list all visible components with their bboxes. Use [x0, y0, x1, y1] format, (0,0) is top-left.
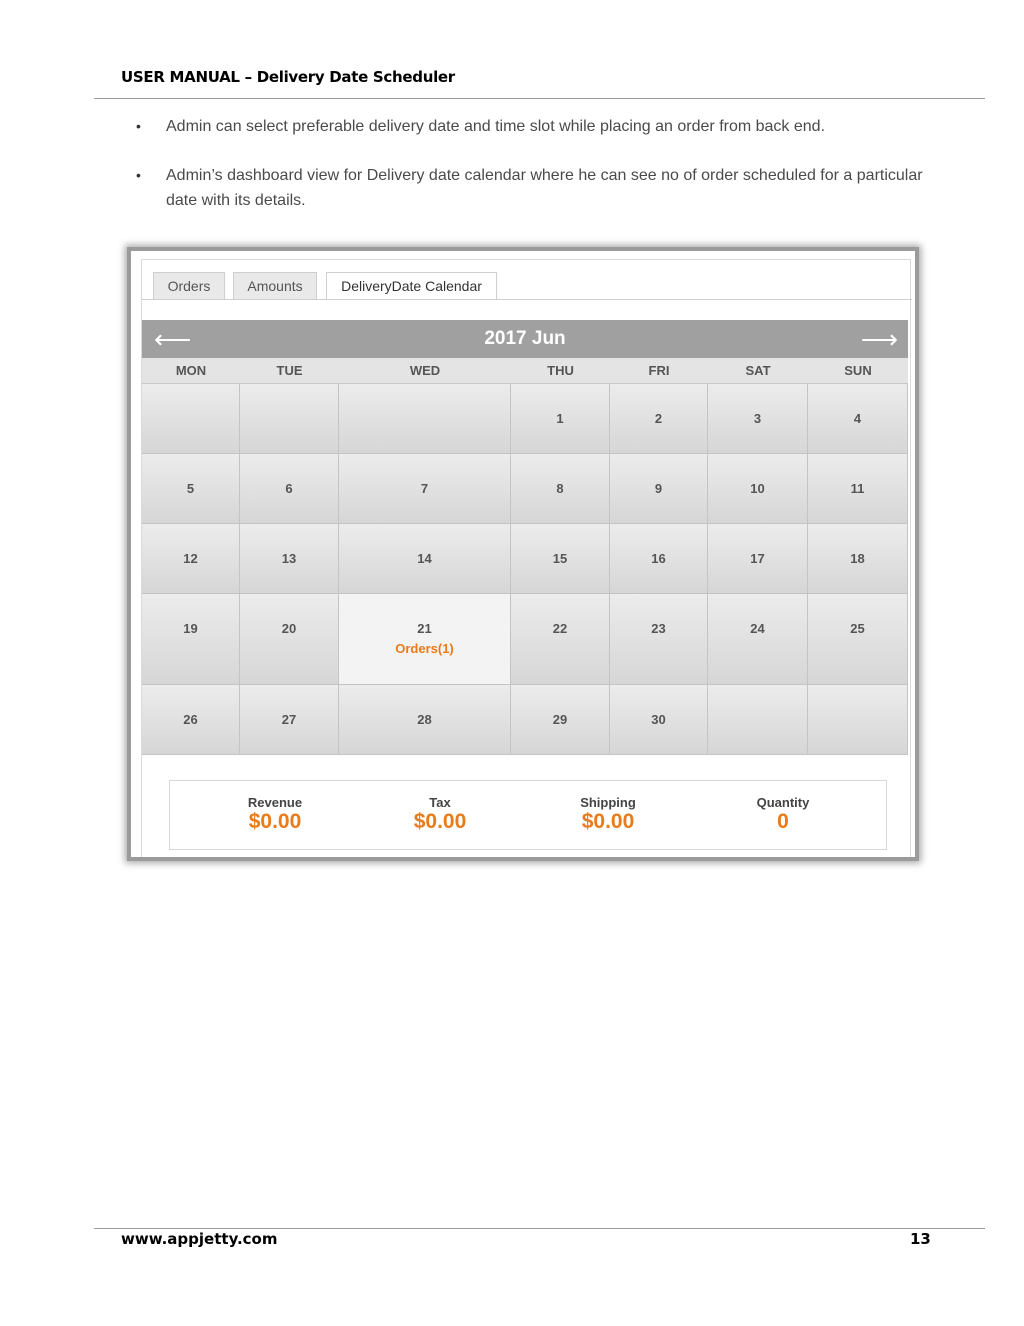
header-divider — [94, 98, 985, 99]
calendar-day-cell[interactable]: 19 — [142, 594, 240, 685]
footer-divider — [94, 1228, 985, 1229]
calendar-day-cell[interactable]: 11 — [808, 454, 908, 524]
tab-delivery-date-calendar[interactable]: DeliveryDate Calendar — [326, 272, 497, 300]
calendar-day-cell — [142, 384, 240, 454]
calendar-day-cell[interactable]: 29 — [511, 685, 610, 755]
calendar-day-cell[interactable]: 10 — [708, 454, 808, 524]
quantity-label: Quantity — [756, 795, 810, 810]
calendar-day-cell[interactable]: 27 — [240, 685, 339, 755]
weekday-label: SAT — [745, 363, 771, 378]
revenue-label: Revenue — [247, 795, 303, 810]
quantity-value: 0 — [777, 810, 789, 833]
calendar-week-row — [142, 524, 908, 594]
calendar-day-cell[interactable]: 18 — [808, 524, 908, 594]
calendar-week-row — [142, 384, 908, 454]
day-number: 21 — [417, 621, 432, 636]
calendar-day-cell[interactable]: 8 — [511, 454, 610, 524]
calendar-header — [142, 320, 908, 358]
delivery-calendar — [142, 320, 908, 755]
calendar-day-cell[interactable]: 23 — [610, 594, 708, 685]
document-header: USER MANUAL – Delivery Date Scheduler — [121, 68, 455, 86]
tab-orders[interactable]: Orders — [153, 272, 225, 299]
calendar-day-cell[interactable]: 1 — [511, 384, 610, 454]
shipping-label: Shipping — [580, 795, 636, 810]
tax-value: $0.00 — [413, 810, 467, 833]
calendar-week-row — [142, 454, 908, 524]
calendar-day-cell-with-orders[interactable] — [339, 594, 511, 685]
calendar-day-cell[interactable]: 5 — [142, 454, 240, 524]
footer-website: www.appjetty.com — [121, 1230, 278, 1248]
calendar-day-cell[interactable]: 13 — [240, 524, 339, 594]
weekday-label: THU — [547, 363, 574, 378]
calendar-day-cell[interactable]: 2 — [610, 384, 708, 454]
calendar-week-row — [142, 685, 908, 755]
bullet-icon: • — [136, 118, 141, 134]
calendar-day-cell[interactable]: 16 — [610, 524, 708, 594]
calendar-day-cell[interactable]: 12 — [142, 524, 240, 594]
revenue-total — [205, 795, 345, 834]
tax-label: Tax — [429, 795, 451, 810]
calendar-week-row — [142, 594, 908, 685]
calendar-day-cell[interactable]: 24 — [708, 594, 808, 685]
calendar-day-cell[interactable]: 4 — [808, 384, 908, 454]
page-number: 13 — [910, 1230, 931, 1248]
calendar-day-cell[interactable]: 20 — [240, 594, 339, 685]
calendar-day-cell[interactable]: 9 — [610, 454, 708, 524]
bullet-text: Admin can select preferable delivery date and time slot while placing an order from back end. — [166, 118, 826, 135]
calendar-screenshot — [127, 247, 919, 861]
calendar-day-cell — [339, 384, 511, 454]
revenue-value: $0.00 — [248, 810, 302, 833]
bullet-list — [133, 114, 923, 237]
calendar-day-cell[interactable]: 6 — [240, 454, 339, 524]
bullet-icon: • — [136, 167, 141, 183]
calendar-day-cell[interactable]: 26 — [142, 685, 240, 755]
tab-amounts[interactable]: Amounts — [233, 272, 317, 299]
calendar-day-cell — [808, 685, 908, 755]
calendar-day-cell[interactable]: 14 — [339, 524, 511, 594]
calendar-month-title: 2017 Jun — [484, 328, 566, 349]
prev-month-arrow-icon[interactable]: ⟵ — [154, 324, 192, 354]
calendar-day-cell[interactable]: 28 — [339, 685, 511, 755]
weekday-header-row — [142, 358, 908, 384]
shipping-total — [538, 795, 678, 834]
weekday-label: FRI — [648, 363, 670, 378]
calendar-day-cell[interactable]: 25 — [808, 594, 908, 685]
calendar-day-cell[interactable]: 22 — [511, 594, 610, 685]
bullet-text: Admin’s dashboard view for Delivery date calendar where he can see no of order scheduled for a particular date with its details. — [166, 167, 923, 209]
calendar-day-cell[interactable]: 3 — [708, 384, 808, 454]
totals-summary — [169, 780, 887, 850]
weekday-label: TUE — [276, 363, 303, 378]
quantity-total — [713, 795, 853, 834]
shipping-value: $0.00 — [581, 810, 635, 833]
calendar-day-cell[interactable]: 15 — [511, 524, 610, 594]
weekday-label: MON — [175, 363, 207, 378]
calendar-day-cell — [240, 384, 339, 454]
tab-divider — [142, 299, 912, 300]
next-month-arrow-icon[interactable]: ⟶ — [860, 324, 898, 354]
calendar-day-cell[interactable]: 7 — [339, 454, 511, 524]
calendar-day-cell — [708, 685, 808, 755]
calendar-day-cell[interactable]: 30 — [610, 685, 708, 755]
bullet-item — [133, 114, 923, 139]
calendar-day-cell[interactable]: 17 — [708, 524, 808, 594]
weekday-label: WED — [409, 363, 441, 378]
bullet-item — [133, 163, 923, 213]
weekday-label: SUN — [844, 363, 872, 378]
tax-total — [370, 795, 510, 834]
orders-count-link[interactable]: Orders(1) — [395, 641, 454, 656]
